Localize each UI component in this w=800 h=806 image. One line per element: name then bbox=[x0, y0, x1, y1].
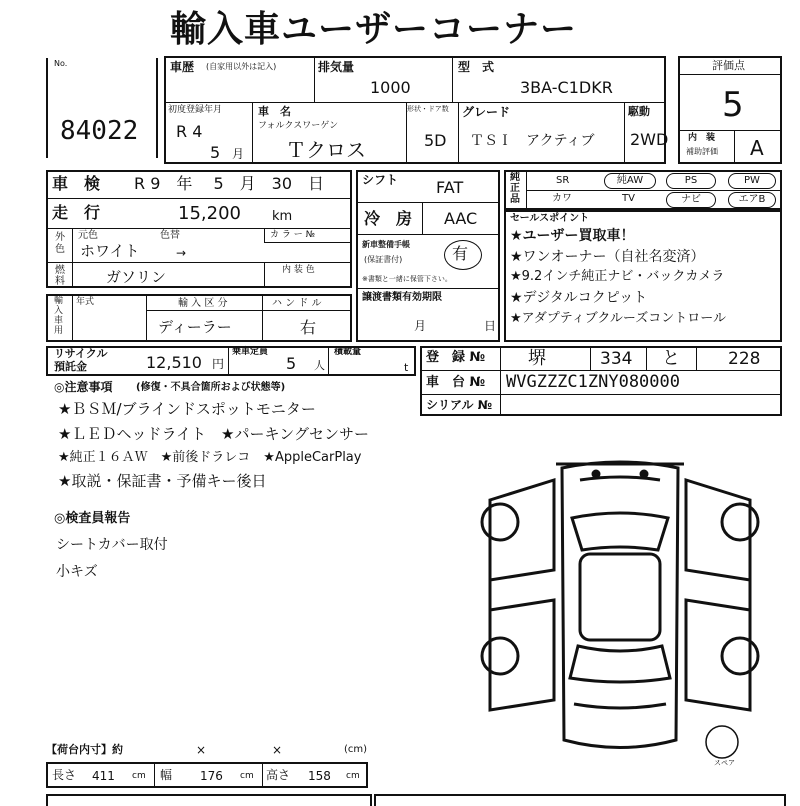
model-value: 3BA-C1DKR bbox=[520, 78, 613, 97]
mileage-label: 走 行 bbox=[52, 203, 101, 222]
import-type-value: ディーラー bbox=[158, 318, 232, 336]
chassis-label: 車 台 № bbox=[426, 375, 486, 390]
sales-point-5: ★アダプティブクルーズコントロール bbox=[510, 311, 727, 326]
inspection-label: 車 検 bbox=[52, 174, 101, 193]
genuine-aw: 純AW bbox=[604, 173, 656, 189]
color-value: ホワイト bbox=[80, 242, 140, 260]
car-name-label: 車 名 bbox=[258, 105, 291, 118]
no-label: No. bbox=[54, 59, 68, 68]
notes-header-note: (修復・不具合箇所および状態等) bbox=[136, 382, 286, 393]
registration-num: 334 bbox=[600, 349, 633, 369]
transfer-month: 月 bbox=[414, 319, 427, 333]
manual-value: 有 bbox=[452, 244, 469, 263]
cargo-x2: × bbox=[272, 743, 283, 757]
notes-header: ◎注意事項 bbox=[54, 380, 113, 394]
cargo-width-unit: cm bbox=[240, 771, 254, 781]
serial-label: シリアル № bbox=[426, 398, 493, 412]
car-maker: フォルクスワーゲン bbox=[258, 121, 339, 131]
handle-value: 右 bbox=[300, 318, 317, 337]
chassis-value: WVGZZZC1ZNY080000 bbox=[506, 372, 680, 392]
sales-point-3: ★9.2インチ純正ナビ・バックカメラ bbox=[510, 269, 725, 284]
genuine-kawa: カワ bbox=[552, 193, 572, 204]
model-label: 型 式 bbox=[458, 60, 495, 74]
load-label: 積載量 bbox=[334, 347, 362, 357]
car-diagram bbox=[470, 450, 770, 780]
cargo-width-label: 幅 bbox=[160, 768, 173, 782]
note-3: ★純正１６ＡＷ ★前後ドラレコ ★AppleCarPlay bbox=[58, 450, 362, 465]
score-label: 評価点 bbox=[712, 59, 745, 72]
cargo-height: 158 bbox=[308, 769, 331, 783]
registration-kana: と bbox=[662, 348, 680, 369]
grade-value: ＴＳＩ アクティブ bbox=[470, 133, 595, 149]
spare-label: スペア bbox=[714, 759, 735, 767]
recycle-label-1: リサイクル bbox=[54, 347, 108, 360]
first-reg-year: R 4 bbox=[176, 122, 203, 141]
history-label: 車歴 bbox=[170, 60, 195, 74]
genuine-sr: SR bbox=[556, 175, 570, 186]
color-label-1: 元色 bbox=[78, 230, 98, 241]
body-label: 形状・ドア数 bbox=[407, 105, 449, 113]
capacity-unit: 人 bbox=[314, 359, 325, 372]
grade-label: グレード bbox=[462, 105, 511, 119]
drive-value: 2WD bbox=[630, 130, 669, 149]
score-value: 5 bbox=[722, 85, 744, 125]
cargo-height-label: 高さ bbox=[266, 768, 291, 782]
cargo-height-unit: cm bbox=[346, 771, 360, 781]
sales-point-1: ★ユーザー買取車！ bbox=[510, 228, 635, 244]
interior-value: A bbox=[750, 136, 764, 160]
mileage-value: 15,200 bbox=[178, 203, 241, 224]
inspector-item-2: 小キズ bbox=[56, 564, 98, 580]
sales-points-label: セールスポイント bbox=[510, 213, 590, 224]
interior-color-label: 内 装 色 bbox=[282, 265, 315, 275]
displacement-value: 1000 bbox=[370, 78, 411, 97]
cargo-length-label: 長さ bbox=[52, 768, 77, 782]
drive-label: 駆動 bbox=[628, 105, 650, 118]
registration-label: 登 録 № bbox=[426, 350, 486, 365]
import-year-label: 年式 bbox=[76, 297, 95, 307]
interior-label-2: 補助評価 bbox=[686, 147, 718, 156]
shift-value: FAT bbox=[436, 178, 464, 197]
import-type-label: 輸 入 区 分 bbox=[178, 298, 228, 309]
color-side-label: 外色 bbox=[55, 232, 65, 255]
bottom-right-frame bbox=[374, 794, 786, 806]
manual-label-2: (保証書付) bbox=[364, 255, 403, 264]
load-unit: t bbox=[404, 361, 409, 374]
car-name-value: Ｔクロス bbox=[286, 138, 366, 162]
genuine-airbag: エアB bbox=[728, 192, 776, 208]
handle-label: ハ ン ド ル bbox=[272, 298, 322, 309]
cargo-width: 176 bbox=[200, 769, 223, 783]
transfer-day: 日 bbox=[484, 319, 497, 333]
recycle-value: 12,510 bbox=[146, 353, 202, 372]
ac-label: 冷 房 bbox=[364, 209, 413, 228]
bottom-left-frame bbox=[46, 794, 372, 806]
recycle-label-2: 預託金 bbox=[54, 360, 87, 373]
capacity-label: 乗車定員 bbox=[232, 347, 269, 357]
history-note: (自家用以外は記入) bbox=[206, 62, 277, 71]
genuine-navi: ナビ bbox=[666, 192, 716, 208]
genuine-label: 純正品 bbox=[510, 172, 520, 205]
genuine-ps: PS bbox=[666, 173, 716, 189]
mileage-unit: km bbox=[272, 209, 293, 224]
import-side-label: 輸入車用 bbox=[54, 296, 64, 336]
fuel-side-label: 燃料 bbox=[55, 265, 65, 287]
first-reg-month-unit: 月 bbox=[232, 147, 245, 161]
capacity-value: 5 bbox=[286, 354, 297, 373]
note-2: ★ＬＥＤヘッドライト ★パーキングセンサー bbox=[58, 425, 369, 443]
fuel-value: ガソリン bbox=[106, 268, 167, 286]
inspector-item-1: シートカバー取付 bbox=[56, 537, 168, 553]
registration-serial: 228 bbox=[728, 349, 761, 369]
transfer-cert-label: 譲渡書類有効期限 bbox=[362, 292, 442, 303]
inspector-header: ◎検査員報告 bbox=[54, 511, 131, 526]
cargo-unit: (cm) bbox=[344, 744, 368, 755]
cargo-length-unit: cm bbox=[132, 771, 146, 781]
cargo-label: 【荷台内寸】約 bbox=[46, 743, 123, 756]
body-value: 5D bbox=[424, 131, 447, 150]
note-4: ★取説・保証書・予備キー後日 bbox=[58, 472, 267, 490]
color-code-label: カ ラ ー № bbox=[270, 230, 315, 240]
manual-note: ※書類と一緒に保管下さい。 bbox=[362, 275, 452, 283]
inspection-value: R 9 年 5 月 30 日 bbox=[134, 174, 325, 193]
no-value: 84022 bbox=[60, 116, 139, 146]
ac-value: AAC bbox=[444, 209, 478, 228]
cargo-length: 411 bbox=[92, 769, 115, 783]
registration-area: 堺 bbox=[528, 348, 546, 369]
color-arrow: → bbox=[176, 246, 187, 260]
recycle-unit: 円 bbox=[212, 357, 225, 371]
cargo-x1: × bbox=[196, 743, 207, 757]
page-title: 輸入車ユーザーコーナー bbox=[170, 9, 578, 50]
genuine-pw: PW bbox=[728, 173, 776, 189]
sales-point-2: ★ワンオーナー（自社名変済） bbox=[510, 249, 705, 265]
first-reg-month: 5 bbox=[210, 143, 221, 162]
displacement-label: 排気量 bbox=[318, 60, 355, 74]
interior-label-1: 内 装 bbox=[688, 133, 716, 143]
color-label-2: 色替 bbox=[160, 230, 180, 241]
first-reg-label: 初度登録年月 bbox=[168, 105, 223, 115]
shift-label: シフト bbox=[362, 173, 399, 187]
manual-label-1: 新車整備手帳 bbox=[362, 240, 410, 249]
note-1: ★ＢＳＭ/ブラインドスポットモニター bbox=[58, 400, 316, 418]
sales-point-4: ★デジタルコクピット bbox=[510, 290, 648, 306]
genuine-tv: TV bbox=[622, 193, 635, 204]
